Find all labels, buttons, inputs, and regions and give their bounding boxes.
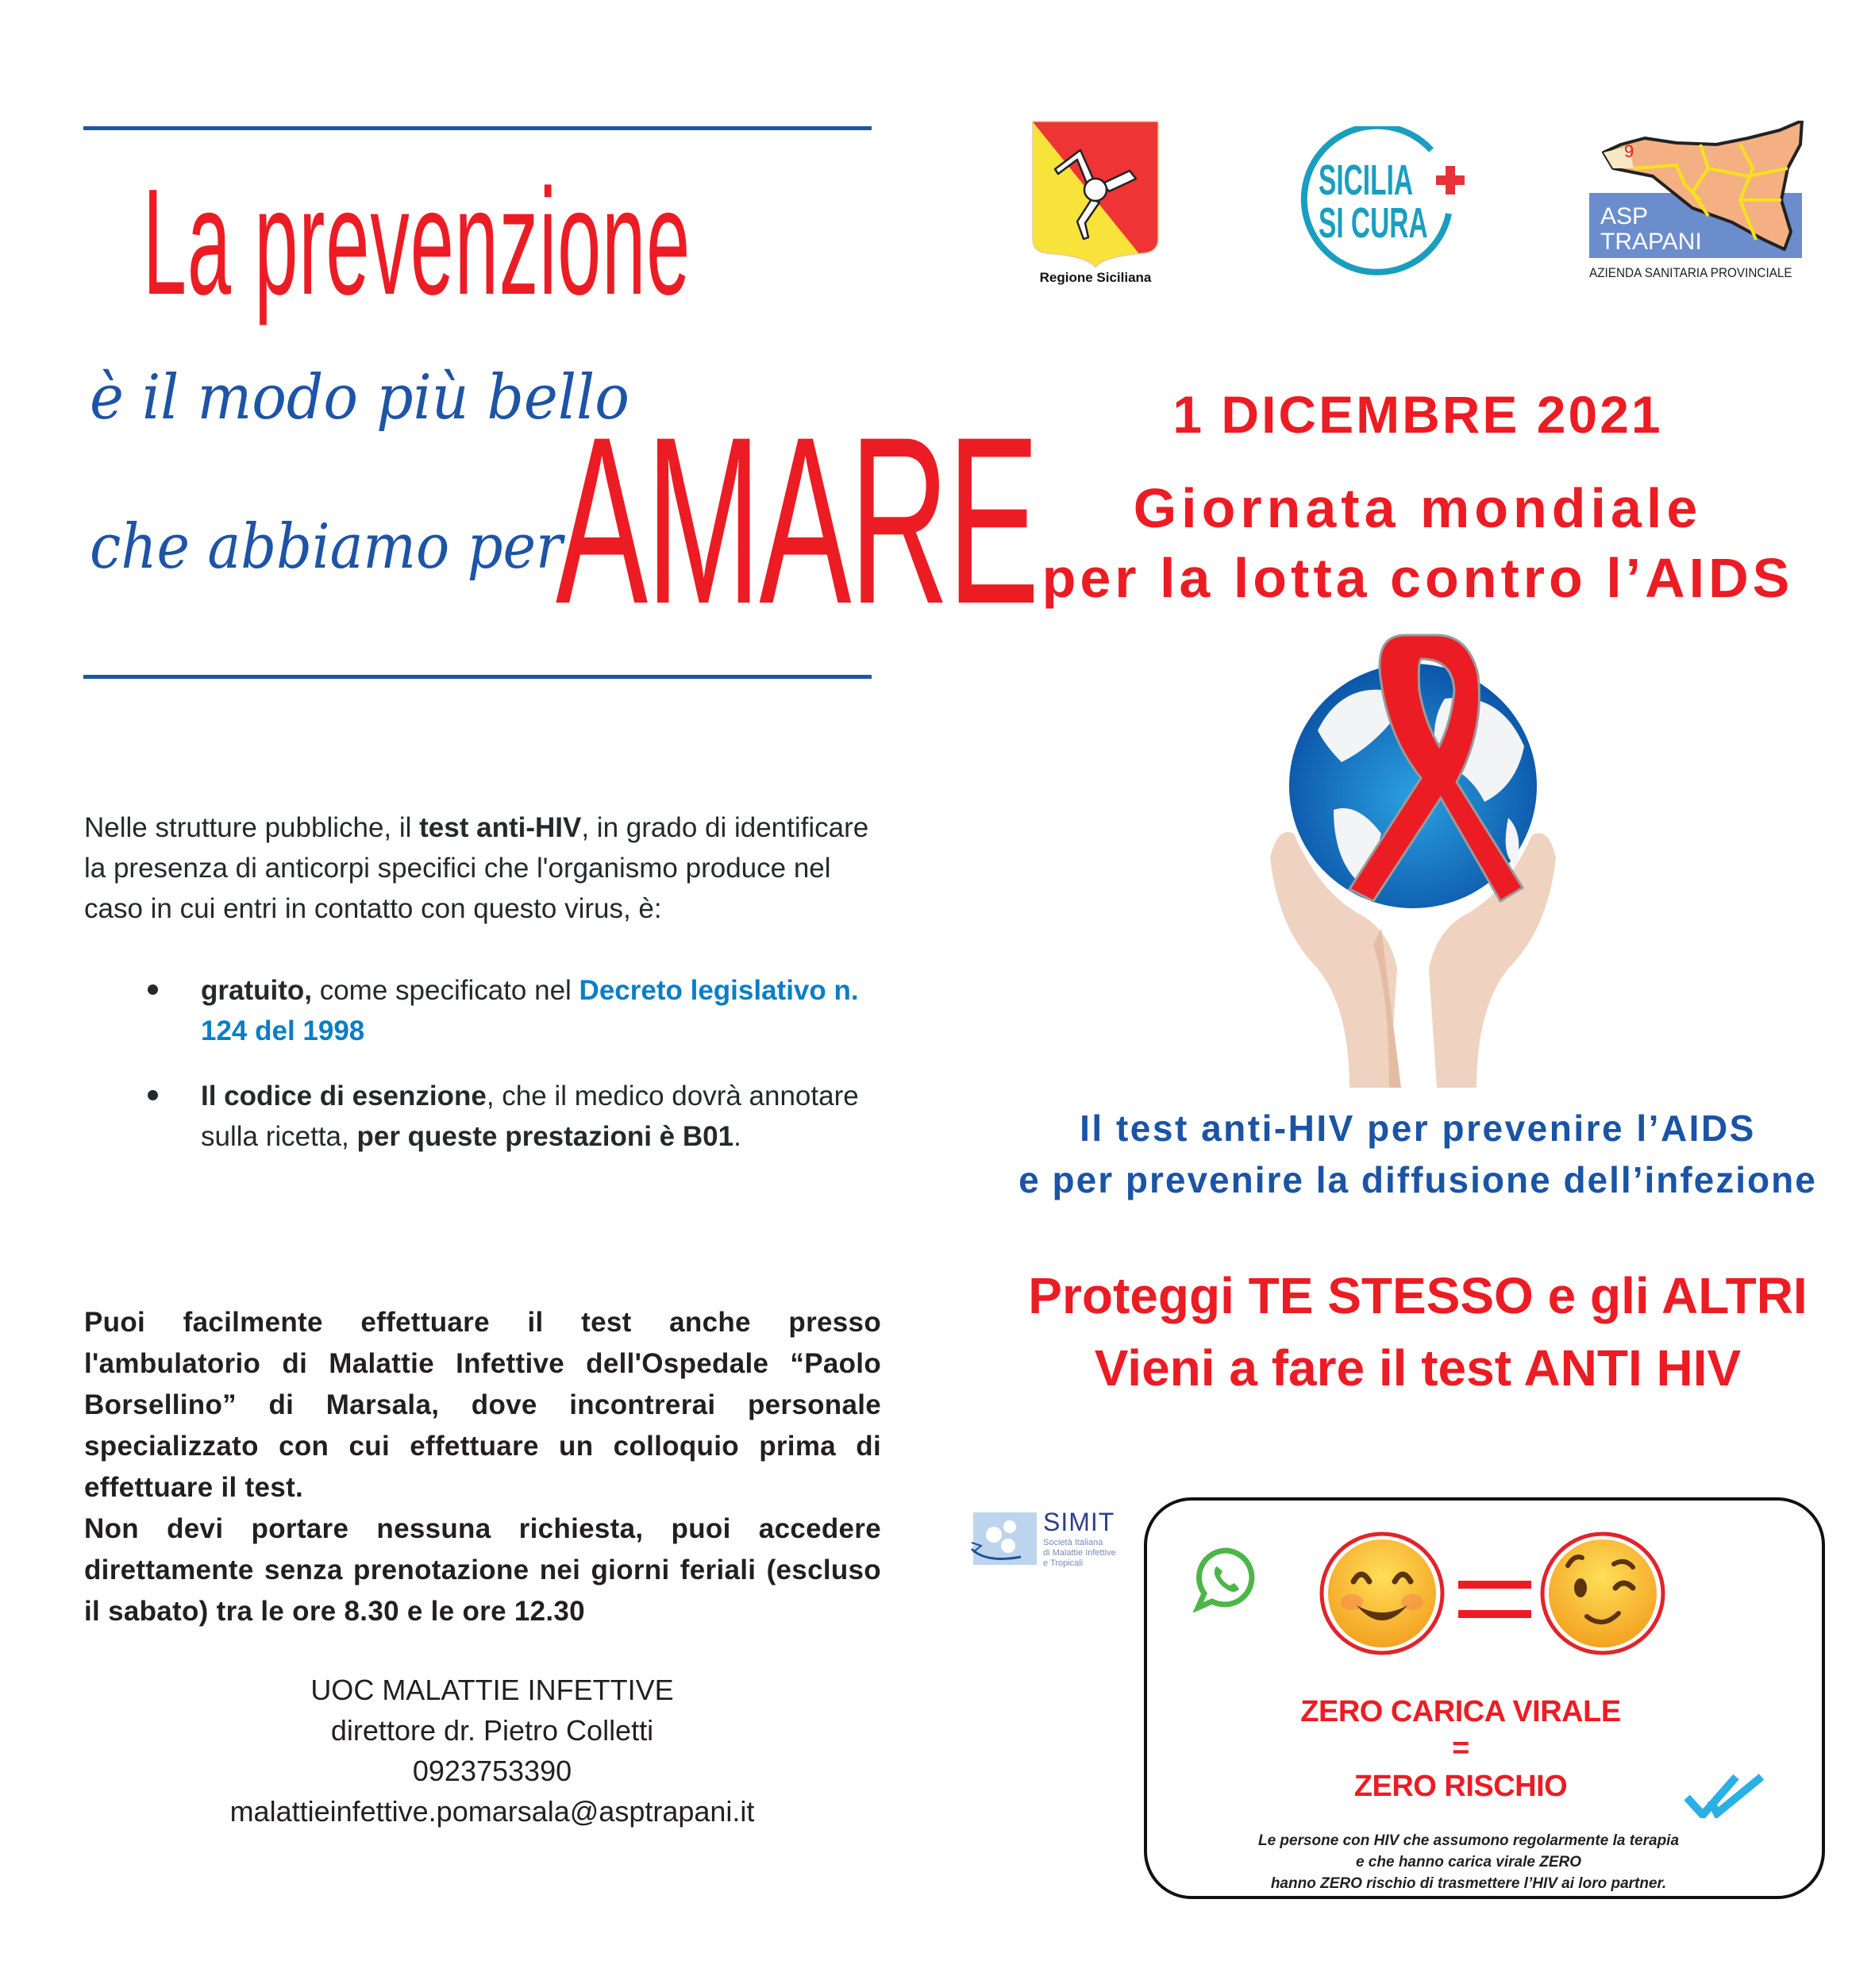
headline-amare: AMARE [556,387,1038,653]
top-divider [83,126,872,130]
globe-ribbon-hands-illustration [1270,627,1572,1096]
bullet-free-test: gratuito, come specificato nel Decreto legislativo n. 124 del 1998 [84,970,886,1051]
bullet-icon [148,1090,158,1100]
phone-number[interactable]: 0923753390 [412,1755,572,1787]
equals-sign-lower [1458,1610,1531,1618]
note-text: Le persone con HIV che assumono regolarmente la terapia e che hanno carica virale ZERO hanno ZERO rischio di trasmettere l’HIV ai loro partner. [1257,1832,1680,1892]
equals-sign [1458,1581,1531,1589]
walk-in-paragraph: Puoi facilmente effettuare il test anche presso l'ambulatorio di Malattie Infettive dell'Ospedale “Paolo Borsellino” di Marsala, dove incontrerai personale specializzato con cui effettuare un colloquio prima di effettuare il test. Non devi portare nessuna richiesta, puoi accedere direttamente senza prenotazione nei giorni feriali (escluso il sabato) tra le ore 8.30 e le ore 12.30 [84,1307,881,1627]
regione-siciliana-logo: Regione Siciliana [1031,120,1160,287]
test-anti-hiv-bold: test anti-HIV [419,812,582,843]
director-name: direttore dr. Pietro Colletti [330,1714,654,1747]
event-title-line1: Giornata mondiale [1133,477,1703,539]
subtitle-line1: Il test anti-HIV per prevenire l’AIDS [1080,1108,1756,1149]
intro-paragraph: Nelle strutture pubbliche, il test anti-HIV, in grado di identificare la presenza di anticorpi specifici che l'organismo produce nel caso in cui entri in contatto con questo virus, è: [84,812,869,924]
double-check-icon [1684,1774,1766,1818]
whatsapp-icon [1193,1546,1260,1612]
headline-script-line1: è il modo più bello [90,362,629,433]
decreto-legislativo-link[interactable]: Decreto legislativo n. 124 del 1998 [201,975,859,1046]
bottom-divider [83,675,872,679]
simit-emblem-icon [970,1511,1038,1568]
winking-emoji-icon [1539,1531,1666,1656]
zero-equals-text: = [1452,1732,1469,1765]
globe-ribbon-hands-icon [1270,627,1572,1096]
smiling-emoji-icon [1319,1531,1446,1656]
email-address[interactable]: malattieinfettive.pomarsala@asptrapani.it [229,1795,755,1828]
red-cross-icon [1436,166,1465,195]
viral-load-info-box [1144,1497,1825,1899]
svg-text:9: 9 [1624,141,1634,161]
bullet-icon [148,984,158,995]
subtitle-line2: e per prevenire la diffusione dell’infezione [1018,1159,1817,1200]
event-title-line2: per la lotta contro l’AIDS [1041,547,1794,609]
simit-logo: SIMIT Società Italiana di Malattie Infettive e Tropicali [970,1511,1141,1574]
asp-trapani-logo: 9 ASP TRAPANI AZIENDA SANITARIA PROVINCIALE [1589,121,1808,283]
headline-la-prevenzione: La prevenzione [143,158,691,326]
cta-line2: Vieni a fare il test ANTI HIV [1094,1339,1742,1397]
cta-line1: Proteggi TE STESSO e gli ALTRI [1028,1267,1808,1324]
zero-viral-load-text: ZERO CARICA VIRALE [1300,1695,1621,1728]
zero-risk-text: ZERO RISCHIO [1353,1770,1568,1803]
sicilia-si-cura-logo: SICILIA SI CURA [1296,126,1467,277]
trinacria-shield-icon [1031,120,1160,268]
unit-name: UOC MALATTIE INFETTIVE [310,1674,674,1706]
headline-script-line2: che abbiamo per [90,511,563,583]
event-date: 1 DICEMBRE 2021 [1172,385,1663,444]
contact-block [175,1670,810,1832]
bullet-exemption-code: Il codice di esenzione, che il medico dovrà annotare sulla ricetta, per queste prestazioni è B01. [84,1076,886,1157]
